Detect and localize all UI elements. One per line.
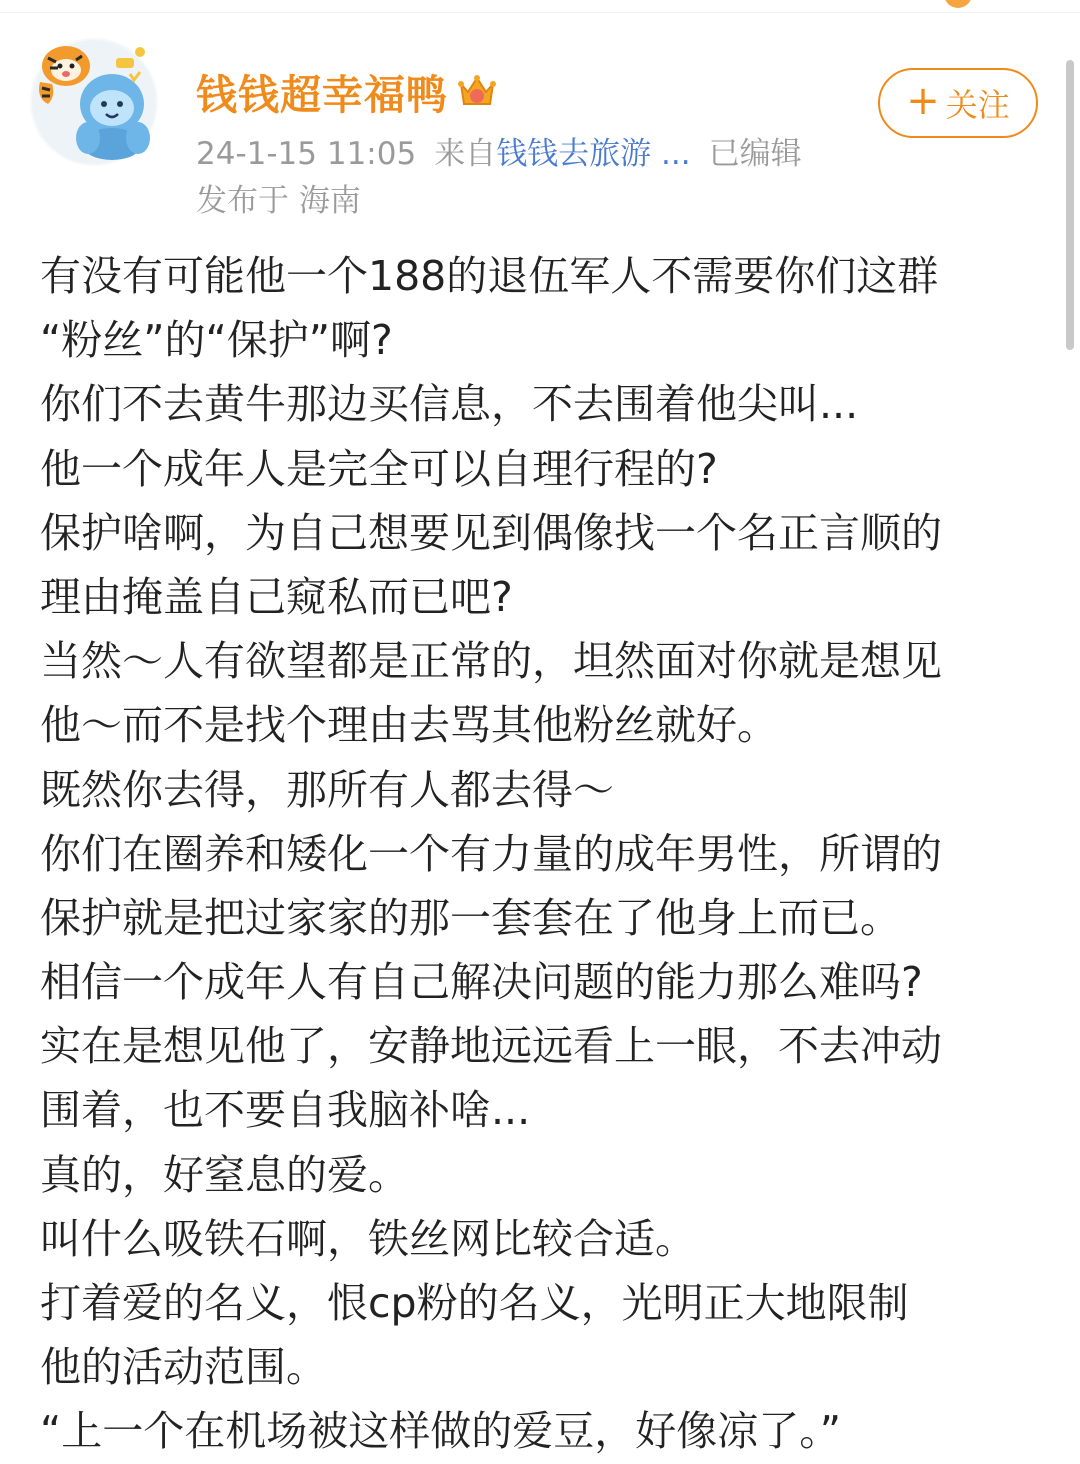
post-body [40, 244, 1040, 1464]
post-line: 打着爱的名义，恨cp粉的名义，光明正大地限制 [40, 1279, 909, 1327]
post-timestamp: 24-1-15 11:05 [196, 136, 417, 172]
author-avatar[interactable] [30, 38, 158, 166]
post-line: 他一个成年人是完全可以自理行程的? [40, 444, 718, 493]
post-line: 有没有可能他一个188的退伍军人不需要你们这群 [40, 252, 939, 300]
post-line: 既然你去得，那所有人都去得～ [40, 765, 614, 814]
post-line: 叫什么吸铁石啊，铁丝网比较合适。 [40, 1214, 696, 1263]
post-line: 围着，也不要自我脑补啥... [40, 1086, 531, 1135]
post-line: 他的活动范围。 [40, 1343, 327, 1392]
post-line: 真的，好窒息的爱。 [40, 1150, 409, 1199]
post-line: 你们在圈养和矮化一个有力量的成年男性，所谓的 [40, 829, 942, 878]
tiger-sticker-icon [930, 0, 986, 10]
post-line: 保护啥啊，为自己想要见到偶像找一个名正言顺的 [40, 508, 942, 557]
source-prefix: 来自 [434, 136, 497, 172]
scrollbar[interactable] [1066, 60, 1074, 350]
post-line: 你们不去黄牛那边买信息，不去围着他尖叫... [40, 380, 859, 429]
follow-label: 关注 [945, 86, 1010, 124]
source-link[interactable]: 钱钱去旅游 ... [496, 136, 691, 172]
post-line: 他～而不是找个理由去骂其他粉丝就好。 [40, 701, 778, 750]
post-line: 实在是想见他了，安静地远远看上一眼，不去冲动 [40, 1022, 942, 1071]
post-line: 保护就是把过家家的那一套套在了他身上而已。 [40, 893, 901, 942]
top-strip [0, 0, 1080, 13]
post-location: 发布于 海南 [196, 183, 361, 219]
post-line: “上一个在机场被这样做的爱豆，好像凉了。” [40, 1407, 841, 1456]
author-name[interactable]: 钱钱超幸福鸭 [196, 71, 448, 119]
plus-icon: + [906, 78, 940, 124]
post-line: 相信一个成年人有自己解决问题的能力那么难吗? [40, 958, 923, 1007]
post-line: 理由掩盖自己窥私而已吧? [40, 572, 513, 621]
post-line: 当然～人有欲望都是正常的，坦然面对你就是想见 [40, 637, 942, 686]
avatar-tiger-mascot-icon [30, 38, 158, 166]
crown-vip-badge-icon[interactable] [456, 70, 498, 112]
post-meta [196, 128, 802, 173]
post-line: “粉丝”的“保护”啊? [40, 316, 393, 365]
follow-button[interactable] [878, 68, 1038, 138]
edited-label[interactable]: 已编辑 [708, 136, 802, 172]
